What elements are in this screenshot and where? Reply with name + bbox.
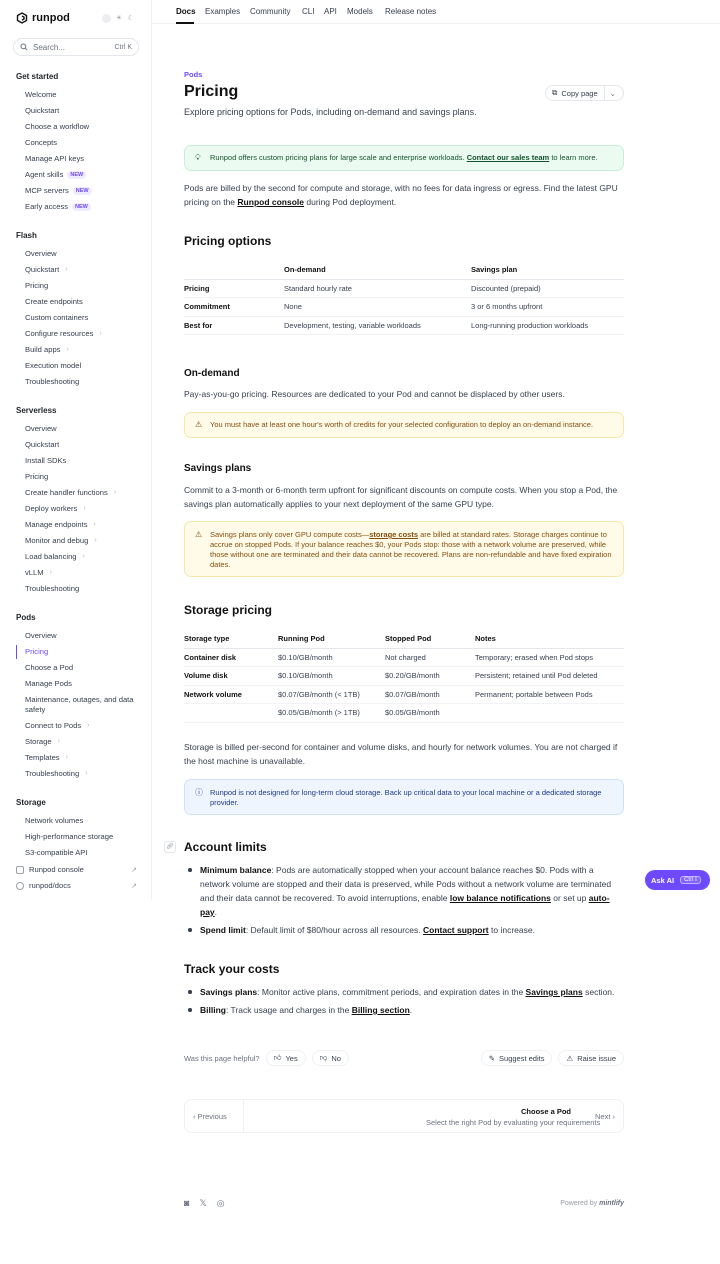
table-cell: $0.07/GB/month (< 1TB) bbox=[278, 685, 385, 704]
list-item: Spend limit: Default limit of $80/hour across all resources. Contact support to increase. bbox=[184, 923, 624, 937]
console-icon bbox=[16, 866, 24, 874]
search-shortcut: Ctrl K bbox=[114, 43, 132, 51]
storage-pricing-table bbox=[184, 630, 624, 723]
sidebar-item-label: Quickstart bbox=[25, 106, 60, 115]
discord-icon[interactable]: ◙ bbox=[184, 1197, 190, 1208]
sidebar-item-pricing[interactable] bbox=[25, 281, 48, 290]
chevron-right-icon: › bbox=[57, 738, 60, 745]
page-pager bbox=[184, 1099, 624, 1133]
savings-plans-heading: Savings plans bbox=[184, 463, 252, 474]
theme-toggle[interactable] bbox=[102, 14, 135, 23]
info-icon: ⓘ bbox=[195, 788, 203, 797]
sidebar-item-quickstart[interactable] bbox=[25, 265, 68, 274]
github-docs-link[interactable] bbox=[16, 881, 137, 890]
pager-divider bbox=[243, 1100, 244, 1132]
list-item: Minimum balance: Pods are automatically stopped when your account balance reaches $0. Pods with a network volume are stopped and their data is preserved, while Pods without a network volume are terminated and their data cannot be recovered. To avoid interruptions, enable low balance notifications or set up auto-pay. bbox=[184, 863, 624, 919]
info-text: Runpod is not designed for long-term cloud storage. Back up critical data to your local machine or a dedicated storage provider. bbox=[210, 788, 602, 807]
chevron-right-icon: › bbox=[99, 330, 102, 337]
sidebar-item-label: Early access bbox=[25, 202, 69, 211]
moon-icon[interactable]: ☾ bbox=[127, 14, 135, 22]
sidebar-item-label: Troubleshooting bbox=[25, 377, 80, 386]
column-header: Running Pod bbox=[278, 630, 385, 648]
track-costs-heading: Track your costs bbox=[184, 962, 280, 976]
list-item: Savings plans: Monitor active plans, commitment periods, and expiration dates in the Savings plans section. bbox=[184, 985, 624, 999]
previous-page-link[interactable]: ‹ Previous bbox=[193, 1112, 227, 1121]
sidebar-item-install-sdks[interactable] bbox=[25, 456, 66, 465]
sidebar-item-label: High-performance storage bbox=[25, 832, 114, 841]
external-link-icon: ↗ bbox=[131, 866, 137, 874]
sidebar-item-overview[interactable] bbox=[25, 424, 57, 433]
chevron-down-icon[interactable]: ⌄ bbox=[609, 88, 616, 98]
page-footer bbox=[184, 1196, 624, 1210]
instagram-icon[interactable]: ◎ bbox=[216, 1197, 225, 1208]
x-icon[interactable]: 𝕏 bbox=[199, 1197, 207, 1208]
pencil-icon: ✎ bbox=[488, 1053, 496, 1063]
sidebar-item-label: Concepts bbox=[25, 138, 58, 147]
new-badge: NEW bbox=[73, 187, 92, 195]
sidebar-item-label: Network volumes bbox=[25, 816, 84, 825]
tab-api[interactable]: API bbox=[324, 7, 337, 16]
warning-icon: ⚠ bbox=[566, 1053, 574, 1063]
tab-cli[interactable]: CLI bbox=[302, 7, 315, 16]
sidebar-item-monitor-and-debug[interactable] bbox=[25, 536, 97, 545]
sidebar-item-vllm[interactable] bbox=[25, 568, 52, 577]
chevron-right-icon: › bbox=[82, 553, 85, 560]
sidebar-item-troubleshooting[interactable] bbox=[25, 769, 88, 778]
table-cell: Commitment bbox=[184, 298, 284, 317]
sidebar-item-label: vLLM bbox=[25, 568, 44, 577]
sidebar-item-load-balancing[interactable] bbox=[25, 552, 85, 561]
top-nav bbox=[152, 0, 720, 24]
chevron-right-icon: › bbox=[610, 1112, 615, 1121]
table-cell: $0.20/GB/month bbox=[385, 667, 475, 686]
table-cell: $0.10/GB/month bbox=[278, 667, 385, 686]
copy-page-button[interactable] bbox=[545, 85, 624, 101]
sidebar-item-high-performance-storage[interactable] bbox=[25, 832, 113, 841]
chevron-right-icon: › bbox=[83, 505, 86, 512]
sidebar-item-quickstart[interactable] bbox=[25, 440, 59, 449]
list-item: Billing: Track usage and charges in the Billing section. bbox=[184, 1003, 624, 1017]
sidebar-item-create-endpoints[interactable] bbox=[25, 297, 83, 306]
monitor-icon[interactable] bbox=[102, 14, 111, 23]
sidebar-item-label: Create handler functions bbox=[25, 488, 108, 497]
table-cell: Discounted (prepaid) bbox=[471, 279, 624, 298]
yes-button[interactable]: 👍︎ Yes bbox=[266, 1050, 306, 1066]
suggest-edits-button[interactable]: ✎ Suggest edits bbox=[481, 1050, 553, 1066]
table-row bbox=[184, 667, 624, 686]
sidebar-item-label: Welcome bbox=[25, 90, 57, 99]
table-cell: $0.10/GB/month bbox=[278, 648, 385, 667]
runpod-logo[interactable] bbox=[16, 12, 70, 24]
table-cell: 3 or 6 months upfront bbox=[471, 298, 624, 317]
warning-icon: ⚠ bbox=[195, 420, 203, 429]
table-cell: Not charged bbox=[385, 648, 475, 667]
table-cell: Temporary; erased when Pod stops bbox=[475, 648, 624, 667]
on-demand-paragraph: Pay-as-you-go pricing. Resources are dedicated to your Pod and cannot be displaced by other users. bbox=[184, 389, 565, 399]
sidebar-item-quickstart[interactable] bbox=[25, 106, 59, 115]
sidebar-group-title: Get started bbox=[16, 72, 59, 81]
sidebar-item-create-handler-functions[interactable] bbox=[25, 488, 116, 497]
column-header: Notes bbox=[475, 630, 624, 648]
table-row bbox=[184, 685, 624, 704]
sidebar-item-label: Build apps bbox=[25, 345, 61, 354]
sidebar-item-label: Load balancing bbox=[25, 552, 77, 561]
next-page-description: Select the right Pod by evaluating your requirements bbox=[426, 1118, 601, 1127]
sidebar-item-agent-skills[interactable] bbox=[25, 170, 86, 179]
sidebar-item-execution-model[interactable] bbox=[25, 361, 81, 370]
raise-issue-button[interactable]: ⚠ Raise issue bbox=[558, 1050, 624, 1066]
sidebar-item-troubleshooting[interactable] bbox=[25, 584, 79, 593]
table-cell bbox=[184, 704, 278, 723]
account-limits-list bbox=[184, 863, 624, 941]
page-feedback bbox=[184, 1050, 624, 1066]
sidebar-item-label: Manage endpoints bbox=[25, 520, 88, 529]
tab-release-notes[interactable]: Release notes bbox=[385, 7, 437, 16]
tab-community[interactable]: Community bbox=[250, 7, 291, 16]
sidebar-group-title: Storage bbox=[16, 798, 46, 807]
sidebar-item-label: Create endpoints bbox=[25, 297, 83, 306]
sidebar-item-label: Troubleshooting bbox=[25, 769, 80, 778]
sidebar-item-label: Pricing bbox=[25, 647, 49, 656]
sidebar-item-pricing[interactable] bbox=[25, 647, 48, 656]
on-demand-heading: On-demand bbox=[184, 368, 240, 379]
sidebar-item-label: Monitor and debug bbox=[25, 536, 89, 545]
sidebar-item-s3-compatible-api[interactable] bbox=[25, 848, 87, 857]
sidebar-item-choose-a-workflow[interactable] bbox=[25, 122, 89, 131]
chevron-left-icon: ‹ bbox=[193, 1112, 198, 1121]
sidebar-item-network-volumes[interactable] bbox=[25, 816, 83, 825]
pricing-options-heading: Pricing options bbox=[184, 234, 272, 248]
sidebar-item-label: Quickstart bbox=[25, 440, 60, 449]
tab-models[interactable]: Models bbox=[347, 7, 373, 16]
runpod-console-inline-link[interactable]: Runpod console bbox=[237, 197, 305, 207]
sidebar-item-label: Connect to Pods bbox=[25, 721, 82, 730]
copy-icon: ⧉ bbox=[552, 88, 558, 97]
column-header bbox=[184, 261, 284, 279]
storage-note-paragraph: Storage is billed per-second for container and volume disks, and hourly for network volumes. You are not charged if the host machine is unavailable. bbox=[184, 742, 618, 766]
table-header-row bbox=[184, 261, 624, 279]
sidebar-item-label: Manage Pods bbox=[25, 679, 72, 688]
sidebar-item-mcp-servers[interactable] bbox=[25, 186, 92, 195]
storage-pricing-heading: Storage pricing bbox=[184, 603, 273, 617]
sidebar-group-title: Flash bbox=[16, 231, 37, 240]
next-page-title[interactable]: Choose a Pod bbox=[520, 1107, 571, 1116]
breadcrumb bbox=[184, 69, 624, 79]
chevron-right-icon: › bbox=[65, 754, 68, 761]
copy-page-main[interactable] bbox=[546, 86, 605, 100]
sidebar-item-label: Quickstart bbox=[25, 265, 60, 274]
track-costs-list bbox=[184, 985, 624, 1021]
github-icon bbox=[16, 882, 24, 890]
new-badge: NEW bbox=[67, 171, 86, 179]
page-lede: Explore pricing options for Pods, including on-demand and savings plans. bbox=[184, 107, 477, 117]
search-input[interactable] bbox=[13, 38, 139, 56]
sidebar-item-label: Storage bbox=[25, 737, 52, 746]
table-row bbox=[184, 298, 624, 317]
no-button[interactable]: 👎︎ No bbox=[312, 1050, 349, 1066]
sidebar-group-title: Serverless bbox=[16, 406, 57, 415]
sidebar-item-troubleshooting[interactable] bbox=[25, 377, 79, 386]
table-cell: $0.05/GB/month bbox=[385, 704, 475, 723]
storage-info-callout bbox=[184, 779, 624, 815]
billing-section-link[interactable]: Billing section bbox=[351, 1005, 410, 1015]
sidebar-item-label: Overview bbox=[25, 424, 57, 433]
sun-icon[interactable]: ☀ bbox=[115, 14, 123, 22]
table-cell: Development, testing, variable workloads bbox=[284, 316, 471, 335]
warning-text: You must have at least one hour's worth of credits for your selected configuration to deploy an on-demand instance. bbox=[210, 420, 594, 429]
sidebar-item-label: Templates bbox=[25, 753, 60, 762]
sidebar-item-overview[interactable] bbox=[25, 249, 57, 258]
table-cell: None bbox=[284, 298, 471, 317]
sidebar-item-templates[interactable] bbox=[25, 753, 68, 762]
column-header: Stopped Pod bbox=[385, 630, 475, 648]
sidebar-item-manage-endpoints[interactable] bbox=[25, 520, 96, 529]
feedback-question: Was this page helpful? bbox=[184, 1053, 260, 1063]
lightbulb-icon: 💡︎ bbox=[195, 153, 201, 162]
custom-pricing-callout bbox=[184, 145, 624, 171]
sidebar-item-early-access[interactable] bbox=[25, 202, 91, 211]
table-cell: $0.05/GB/month (> 1TB) bbox=[278, 704, 385, 723]
sidebar-item-label: Choose a workflow bbox=[25, 122, 90, 131]
runpod-logo-icon bbox=[16, 12, 28, 24]
sidebar-item-label: Install SDKs bbox=[25, 456, 67, 465]
savings-plans-paragraph: Commit to a 3-month or 6-month term upfront for significant discounts on compute costs. When you stop a Pod, the savings plan automatically applies to your next deployment of the same GPU type. bbox=[184, 485, 618, 509]
table-header-row bbox=[184, 630, 624, 648]
sidebar-item-pricing[interactable] bbox=[25, 472, 48, 481]
sidebar-item-label: Overview bbox=[25, 631, 57, 640]
table-cell: Container disk bbox=[184, 648, 278, 667]
intro-paragraph: Pods are billed by the second for compute and storage, with no fees for data ingress or egress. Find the latest GPU pricing on the Runpod console during Pod deployment. bbox=[184, 183, 618, 207]
sidebar-item-configure-resources[interactable] bbox=[25, 329, 102, 338]
sidebar bbox=[0, 0, 152, 900]
table-row bbox=[184, 316, 624, 335]
ask-ai-shortcut: Ctrl I bbox=[680, 876, 701, 884]
pricing-options-table bbox=[184, 261, 624, 335]
tab-examples[interactable]: Examples bbox=[205, 7, 241, 16]
sidebar-item-label: Manage API keys bbox=[25, 154, 85, 163]
table-cell: Persistent; retained until Pod deleted bbox=[475, 667, 624, 686]
sidebar-item-choose-a-pod[interactable] bbox=[25, 663, 73, 672]
search-placeholder: Search... bbox=[33, 42, 66, 52]
sidebar-item-label: Agent skills bbox=[25, 170, 64, 179]
link-anchor-icon[interactable]: 🔗︎ bbox=[164, 841, 176, 853]
sidebar-item-label: Pricing bbox=[25, 472, 49, 481]
storage-costs-link[interactable]: storage costs bbox=[369, 530, 419, 539]
table-row bbox=[184, 279, 624, 298]
chevron-right-icon: › bbox=[93, 521, 96, 528]
sidebar-item-manage-pods[interactable] bbox=[25, 679, 72, 688]
sidebar-item-label: S3-compatible API bbox=[25, 848, 88, 857]
ask-ai-label: Ask AI bbox=[651, 875, 675, 885]
savings-plans-link[interactable]: Savings plans bbox=[525, 987, 583, 997]
chevron-right-icon: › bbox=[49, 569, 52, 576]
table-cell: Standard hourly rate bbox=[284, 279, 471, 298]
sidebar-item-label: MCP servers bbox=[25, 186, 69, 195]
table-cell: $0.07/GB/month bbox=[385, 685, 475, 704]
sidebar-item-label: Choose a Pod bbox=[25, 663, 74, 672]
table-cell: Network volume bbox=[184, 685, 278, 704]
external-link-icon: ↗ bbox=[131, 882, 137, 890]
brand-name: runpod bbox=[32, 12, 70, 24]
sidebar-item-build-apps[interactable] bbox=[25, 345, 69, 354]
savings-plans-warning bbox=[184, 521, 624, 577]
sidebar-item-storage[interactable] bbox=[25, 737, 60, 746]
contact-support-link[interactable]: Contact support bbox=[423, 925, 489, 935]
table-cell: Pricing bbox=[184, 279, 284, 298]
contact-sales-link[interactable]: Contact our sales team bbox=[466, 153, 550, 162]
page-eyebrow[interactable]: Pods bbox=[184, 70, 203, 79]
active-tab-indicator bbox=[176, 22, 194, 24]
chevron-right-icon: › bbox=[85, 770, 88, 777]
sidebar-item-welcome[interactable] bbox=[25, 90, 57, 99]
sidebar-item-label: Maintenance, outages, and data safety bbox=[25, 695, 134, 714]
sidebar-item-label: Execution model bbox=[25, 361, 82, 370]
table-cell: Permanent; portable between Pods bbox=[475, 685, 624, 704]
new-badge: NEW bbox=[72, 203, 91, 211]
chevron-right-icon: › bbox=[113, 489, 117, 496]
active-item-indicator bbox=[16, 645, 17, 659]
thumbs-up-icon: 👍︎ bbox=[273, 1053, 282, 1062]
table-cell bbox=[475, 704, 624, 723]
sidebar-group-title: Pods bbox=[16, 613, 36, 622]
sidebar-item-label: Custom containers bbox=[25, 313, 89, 322]
column-header: Storage type bbox=[184, 630, 278, 648]
runpod-console-label: Runpod console bbox=[29, 865, 84, 874]
ask-ai-button[interactable] bbox=[645, 870, 710, 890]
runpod-console-link[interactable] bbox=[16, 865, 137, 874]
on-demand-warning bbox=[184, 412, 624, 438]
column-header: On-demand bbox=[284, 261, 471, 279]
auto-pay-link[interactable]: auto-pay bbox=[200, 893, 610, 917]
sidebar-item-label: Overview bbox=[25, 249, 57, 258]
sidebar-item-label: Pricing bbox=[25, 281, 49, 290]
sidebar-item-deploy-workers[interactable] bbox=[25, 504, 86, 513]
sidebar-item-label: Configure resources bbox=[25, 329, 94, 338]
table-row bbox=[184, 704, 624, 723]
thumbs-down-icon: 👎︎ bbox=[319, 1053, 328, 1062]
low-balance-notifications-link[interactable]: low balance notifications bbox=[449, 893, 551, 903]
sidebar-item-overview[interactable] bbox=[25, 631, 57, 640]
sidebar-item-concepts[interactable] bbox=[25, 138, 57, 147]
copy-page-label: Copy page bbox=[561, 88, 598, 98]
search-icon bbox=[20, 43, 28, 51]
sidebar-item-connect-to-pods[interactable] bbox=[25, 721, 90, 730]
sidebar-item-manage-api-keys[interactable] bbox=[25, 154, 84, 163]
warning-icon: ⚠ bbox=[195, 530, 203, 539]
chevron-right-icon: › bbox=[66, 346, 69, 353]
github-docs-label: runpod/docs bbox=[29, 881, 71, 890]
account-limits-heading: Account limits bbox=[184, 840, 267, 854]
page-lede-wrap bbox=[184, 107, 624, 117]
table-cell: Best for bbox=[184, 316, 284, 335]
table-cell: Long-running production workloads bbox=[471, 316, 624, 335]
warning-text: Savings plans only cover GPU compute costs—storage costs are billed at standard rates. Storage charges continue to accrue on stopped Pods. If your balance reaches $0, your Pods stop: those with a network volume are preserved, while those without one are terminated and their data cannot be recovered. Plans are non-refundable and have fixed expiration dates. bbox=[210, 530, 612, 569]
next-page-link[interactable]: Next › bbox=[594, 1112, 615, 1121]
sidebar-item-label: Deploy workers bbox=[25, 504, 78, 513]
social-links bbox=[184, 1198, 225, 1209]
sidebar-item-maintenance-outages-and-data-safety[interactable] bbox=[25, 695, 137, 715]
column-header: Savings plan bbox=[471, 261, 624, 279]
tab-docs[interactable]: Docs bbox=[176, 7, 196, 16]
table-row bbox=[184, 648, 624, 667]
callout-text: Runpod offers custom pricing plans for large scale and enterprise workloads. Contact our sales team to learn more. bbox=[210, 153, 598, 162]
page-title: Pricing bbox=[184, 83, 239, 100]
powered-by[interactable]: Powered by mintlify bbox=[560, 1199, 624, 1207]
sidebar-item-custom-containers[interactable] bbox=[25, 313, 88, 322]
chevron-right-icon: › bbox=[87, 722, 90, 729]
table-cell: Volume disk bbox=[184, 667, 278, 686]
sidebar-item-label: Troubleshooting bbox=[25, 584, 80, 593]
chevron-right-icon: › bbox=[65, 266, 68, 273]
chevron-right-icon: › bbox=[94, 537, 97, 544]
